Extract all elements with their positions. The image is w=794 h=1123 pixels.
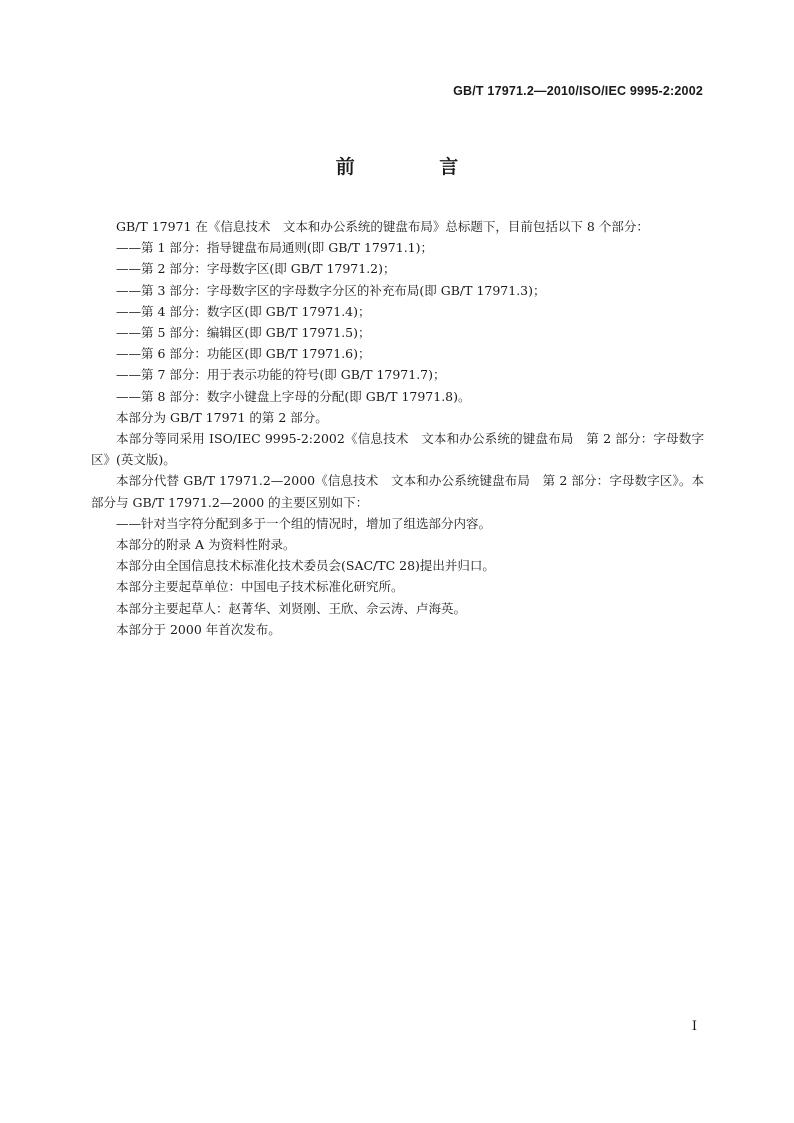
foreword-paragraph: 本部分等同采用 ISO/IEC 9995-2:2002《信息技术 文本和办公系统的键盘布局 第 2 部分：字母数字区》(英文版)。 (91, 431, 704, 468)
part-list-item-1: ——第 1 部分：指导键盘布局通则(即 GB/T 17971.1)； (116, 240, 434, 256)
foreword-paragraph: 本部分代替 GB/T 17971.2—2000《信息技术 文本和办公系统键盘布局 第 2 部分：字母数字区》。本部分与 GB/T 17971.2—2000 的主要区别如下： (91, 473, 704, 510)
part-list-item-2: ——第 2 部分：字母数字区(即 GB/T 17971.2)； (116, 261, 396, 277)
part-list-item-6: ——第 6 部分：功能区(即 GB/T 17971.6)； (116, 346, 371, 362)
part-list-item-8: ——第 8 部分：数字小键盘上字母的分配(即 GB/T 17971.8)。 (116, 388, 471, 404)
part-list-item-7: ——第 7 部分：用于表示功能的符号(即 GB/T 17971.7)； (116, 367, 446, 383)
foreword-paragraph: 本部分的附录 A 为资料性附录。 (116, 537, 296, 553)
part-list-item-4: ——第 4 部分：数字区(即 GB/T 17971.4)； (116, 303, 371, 319)
part-list-item-5: ——第 5 部分：编辑区(即 GB/T 17971.5)； (116, 325, 371, 341)
page-title: 前 言 (335, 156, 498, 178)
change-list-item: ——针对当字符分配到多于一个组的情况时，增加了组选部分内容。 (116, 515, 492, 531)
part-list-item-3: ——第 3 部分：字母数字区的字母数字分区的补充布局(即 GB/T 17971.3)； (116, 282, 546, 298)
foreword-paragraph: 本部分于 2000 年首次发布。 (116, 621, 281, 637)
foreword-paragraph: 本部分主要起草单位：中国电子技术标准化研究所。 (116, 579, 404, 595)
foreword-paragraph: 本部分主要起草人：赵菁华、刘贤刚、王欣、佘云涛、卢海英。 (116, 600, 467, 616)
foreword-paragraph: 本部分由全国信息技术标准化技术委员会(SAC/TC 28)提出并归口。 (116, 558, 495, 574)
foreword-paragraph: GB/T 17971 在《信息技术 文本和办公系统的键盘布局》总标题下，目前包括以下 8 个部分： (116, 219, 649, 234)
page-number: I (691, 1019, 697, 1034)
standard-code-header: GB/T 17971.2—2010/ISO/IEC 9995-2:2002 (453, 84, 703, 98)
foreword-paragraph: 本部分为 GB/T 17971 的第 2 部分。 (116, 409, 328, 425)
foreword-body (91, 216, 704, 640)
